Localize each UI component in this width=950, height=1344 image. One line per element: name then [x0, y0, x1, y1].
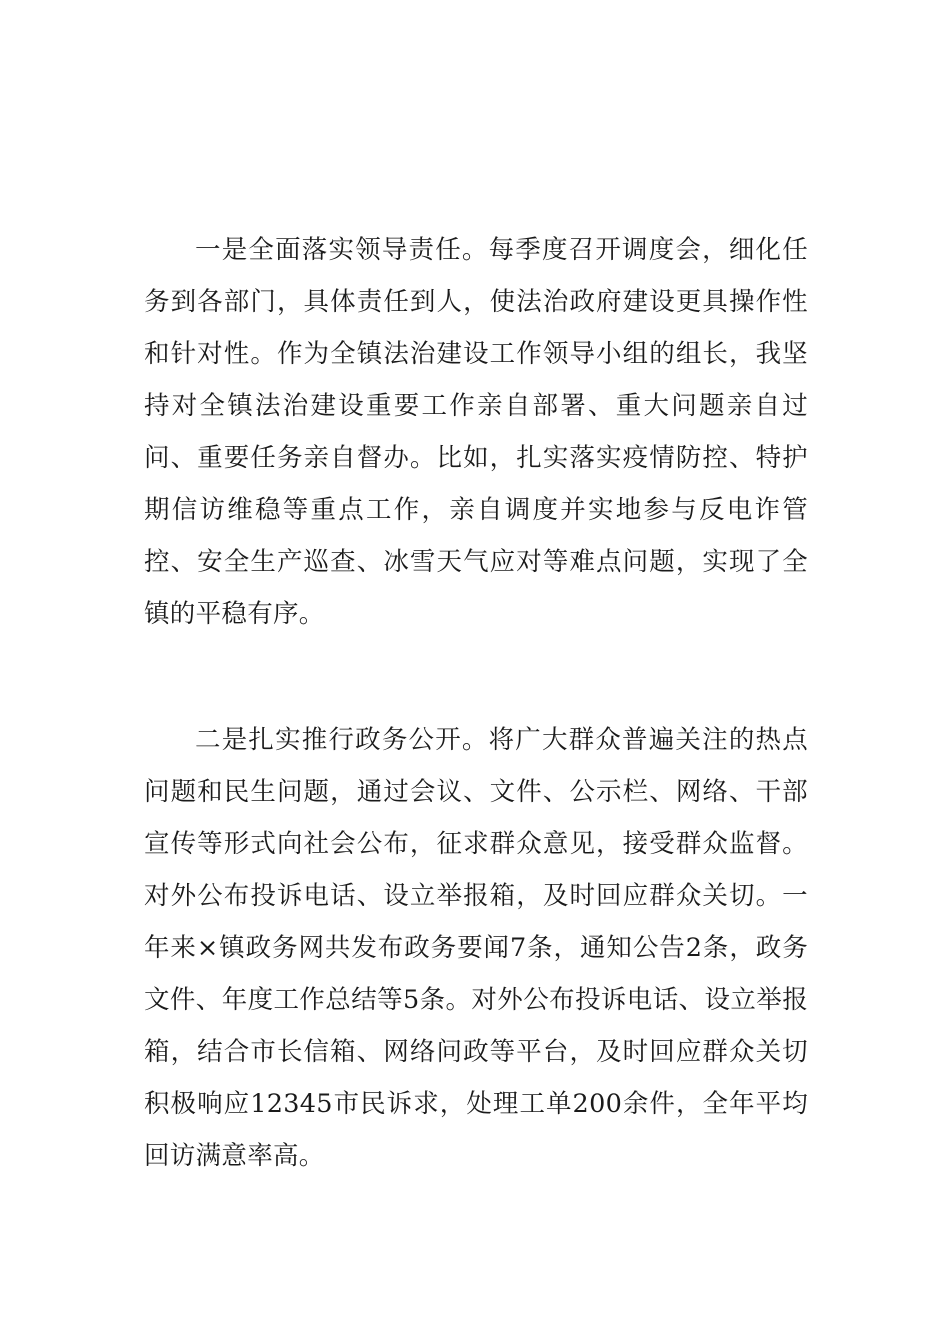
paragraph-government-affairs-disclosure: 二是扎实推行政务公开。将广大群众普遍关注的热点问题和民生问题，通过会议、文件、公示栏、网络、干部宣传等形式向社会公布，征求群众意见，接受群众监督。对外公布投诉电话、设立举报箱，及时回应群众关切。一年来×镇政务网共发布政务要闻7条，通知公告2条，政务文件、年度工作总结等5条。对外公布投诉电话、设立举报箱，结合市长信箱、网络问政等平台，及时回应群众关切积极响应12345市民诉求，处理工单200余件，全年平均回访满意率高。	[144, 725, 808, 1171]
paragraph-leadership-responsibility: 一是全面落实领导责任。每季度召开调度会，细化任务到各部门，具体责任到人，使法治政府建设更具操作性和针对性。作为全镇法治建设工作领导小组的组长，我坚持对全镇法治建设重要工作亲自部署、重大问题亲自过问、重要任务亲自督办。比如，扎实落实疫情防控、特护期信访维稳等重点工作，亲自调度并实地参与反电诈管控、安全生产巡查、冰雪天气应对等难点问题，实现了全镇的平稳有序。	[144, 235, 808, 629]
